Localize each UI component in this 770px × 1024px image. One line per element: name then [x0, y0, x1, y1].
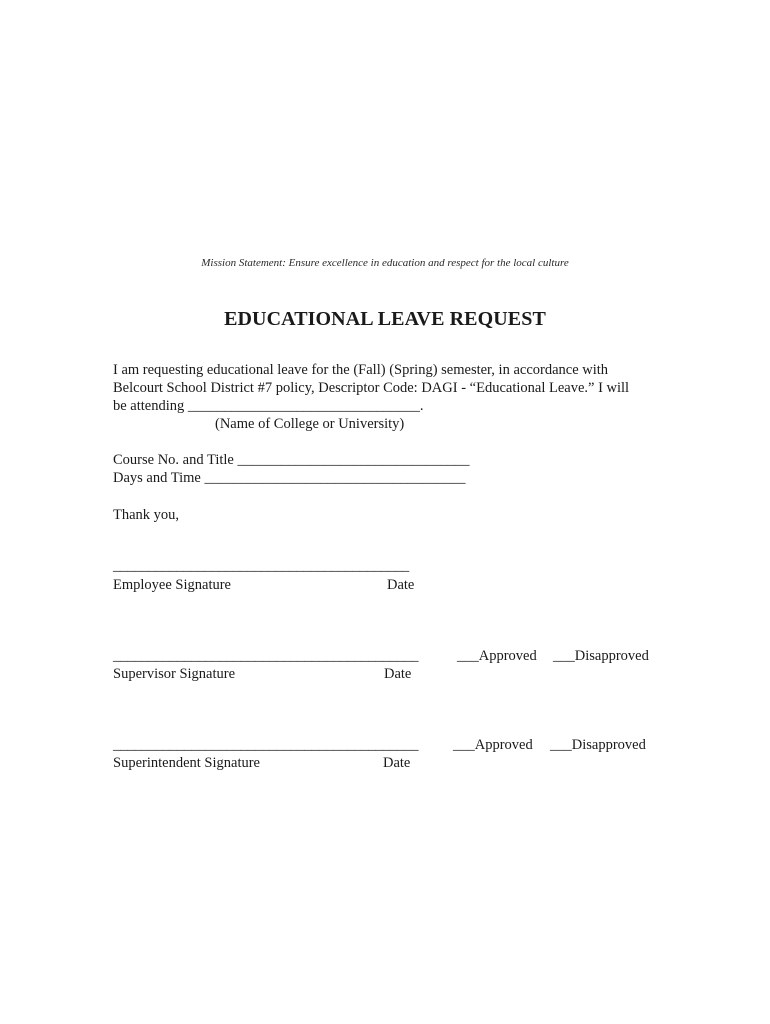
- supervisor-approved-field[interactable]: ___Approved: [457, 648, 537, 664]
- employee-signature-line[interactable]: __________________________________________: [113, 558, 410, 574]
- supervisor-signature-label: Supervisor Signature: [113, 666, 236, 682]
- superintendent-approved-field[interactable]: ___Approved: [453, 737, 533, 753]
- supervisor-date-label: Date: [384, 666, 412, 682]
- superintendent-date-label: Date: [383, 755, 411, 771]
- closing-text: Thank you,: [113, 507, 180, 523]
- employee-signature-label: Employee Signature: [113, 577, 231, 593]
- days-time-field[interactable]: Days and Time ____________________________________: [113, 470, 466, 486]
- superintendent-disapproved-field[interactable]: ___Disapproved: [550, 737, 646, 753]
- request-line-1: I am requesting educational leave for the (Fall) (Spring) semester, in accordance with: [113, 362, 609, 378]
- employee-date-label: Date: [387, 577, 415, 593]
- superintendent-signature-label: Superintendent Signature: [113, 755, 260, 771]
- course-title-field[interactable]: Course No. and Title ________________________________: [113, 452, 470, 468]
- supervisor-signature-line[interactable]: ___________________________________________: [113, 648, 419, 664]
- supervisor-disapproved-field[interactable]: ___Disapproved: [553, 648, 649, 664]
- request-line-2: Belcourt School District #7 policy, Descriptor Code: DAGI - “Educational Leave.” I will: [113, 380, 630, 396]
- page-title: EDUCATIONAL LEAVE REQUEST: [224, 308, 546, 330]
- mission-statement: Mission Statement: Ensure excellence in education and respect for the local culture: [201, 257, 569, 269]
- superintendent-signature-line[interactable]: ___________________________________________: [113, 737, 419, 753]
- college-name-field[interactable]: be attending ________________________________.: [113, 398, 424, 414]
- college-caption: (Name of College or University): [215, 416, 405, 432]
